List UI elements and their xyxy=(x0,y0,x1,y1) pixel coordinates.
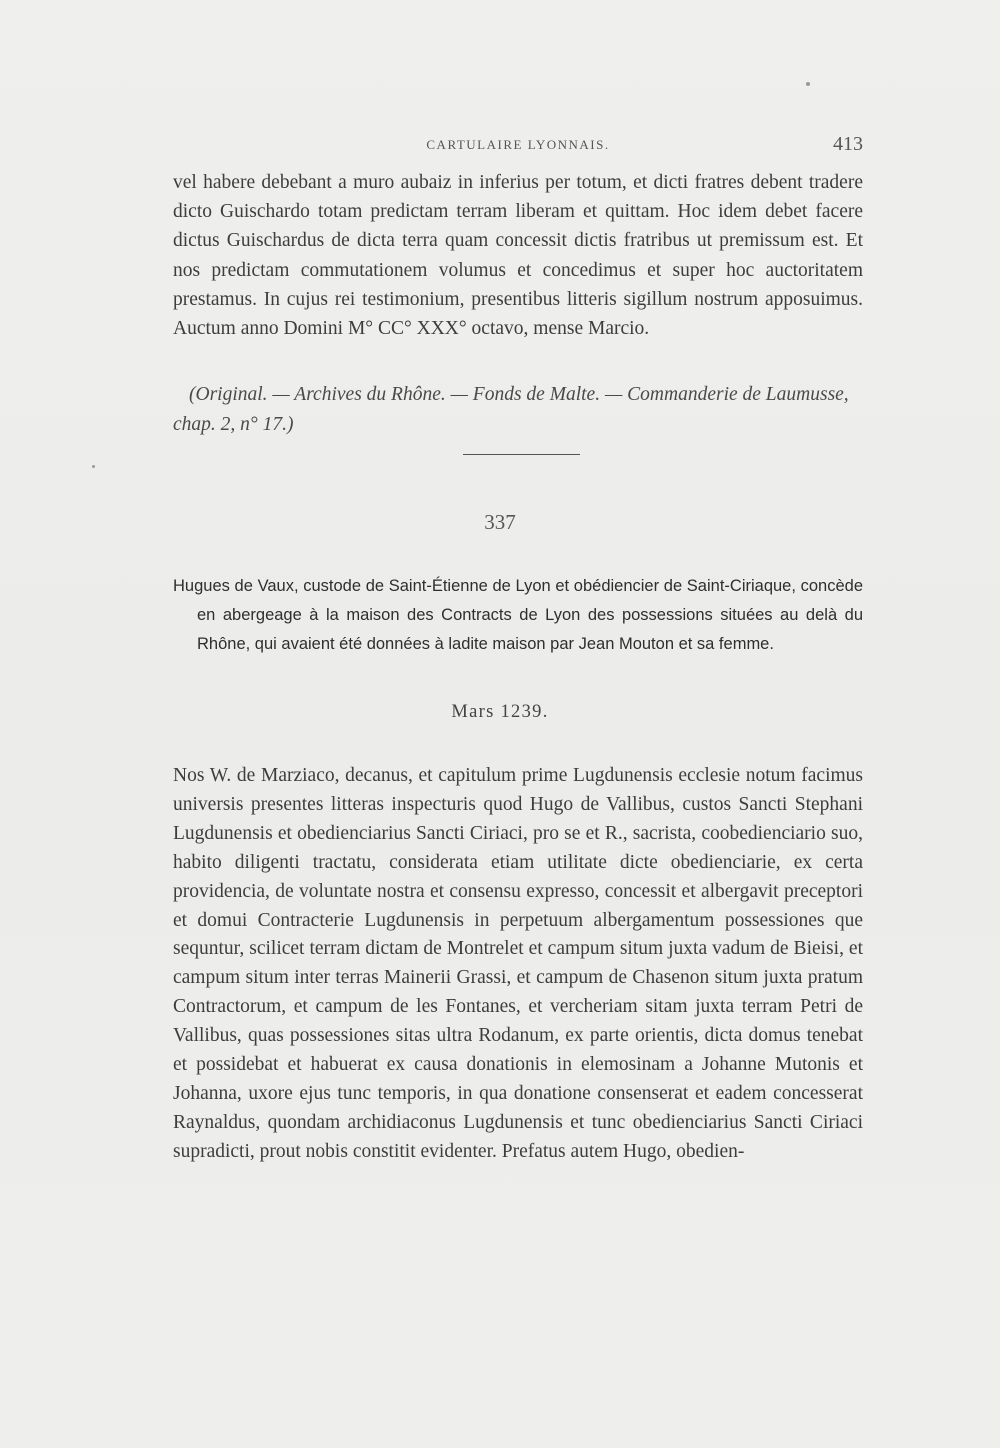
summary-text: Hugues de Vaux, custode de Saint-Étienne de Lyon et obédiencier de Saint-Ciriaque, concède en abergeage à la maison des Contracts de Lyon des possessions situées au delà du Rhône, qui avaient été données à ladite maison par Jean Mouton et sa femme. xyxy=(173,577,863,653)
document-summary xyxy=(173,572,863,659)
charter-text-continuation xyxy=(173,168,863,343)
section-divider xyxy=(463,454,580,455)
paper-speck xyxy=(806,82,810,86)
charter-text xyxy=(173,762,863,1167)
page-header xyxy=(173,133,863,163)
document-date: Mars 1239. xyxy=(451,702,549,722)
paragraph: Nos W. de Marziaco, decanus, et capitulum prime Lugdunensis ecclesie notum facimus universis presentes litteras inspecturis quod Hugo de Vallibus, custos Sancti Stephani Lugdunensis et obedienciarius Sancti Ciriaci, pro se et R., sacrista, coobedienciario suo, habito diligenti tractatu, considerata etiam utilitate dicte obedienciarie, ex certa providencia, de voluntate nostra et consensu expresso, concessit et albergavit preceptori et domui Contracterie Lugdunensis in perpetuum albergamentum possessiones que sequntur, scilicet terram dictam de Montrelet et campum situm juxta vadum de Bieisi, et campum situm inter terras Mainerii Grassi, et campum de Chasenon situm juxta pratum Contractorum, et campum de les Fontanes, et vercheriam sitam juxta terram Petri de Vallibus, quas possessiones sitas ultra Rodanum, ex parte orientis, dicta domus tenebat et possidebat et habuerat ex causa donationis in elemosinam a Johanne Mutonis et Johanna, uxore ejus tunc temporis, in qua donatione consenserat et eadem concesserat Raynaldus, quondam archidiaconus Lugdunensis et tunc obedienciarius Sancti Ciriaci supradicti, prout nobis constitit evidenter. Prefatus autem Hugo, obedien- xyxy=(173,765,863,1162)
source-citation xyxy=(173,380,863,440)
running-head: CARTULAIRE LYONNAIS. xyxy=(426,137,610,152)
paper-speck xyxy=(92,465,95,468)
source-text: (Original. — Archives du Rhône. — Fonds de Malte. — Commanderie de Laumusse, chap. 2, n° 17.) xyxy=(173,384,849,435)
page-number: 413 xyxy=(833,133,863,155)
document-number: 337 xyxy=(484,510,516,534)
paragraph: vel habere debebant a muro aubaiz in inferius per totum, et dicti fratres debent tradere dicto Guischardo totam predictam terram liberam et quittam. Hoc idem debet facere dictus Guischardus de dicta terra quam concessit dictis fratribus ut premissum est. Et nos predictam commutationem volumus et concedimus et super hoc auctoritatem prestamus. In cujus rei testimonium, presentibus litteris sigillum nostrum apposuimus. Auctum anno Domini M° CC° XXX° octavo, mense Marcio. xyxy=(173,172,863,340)
